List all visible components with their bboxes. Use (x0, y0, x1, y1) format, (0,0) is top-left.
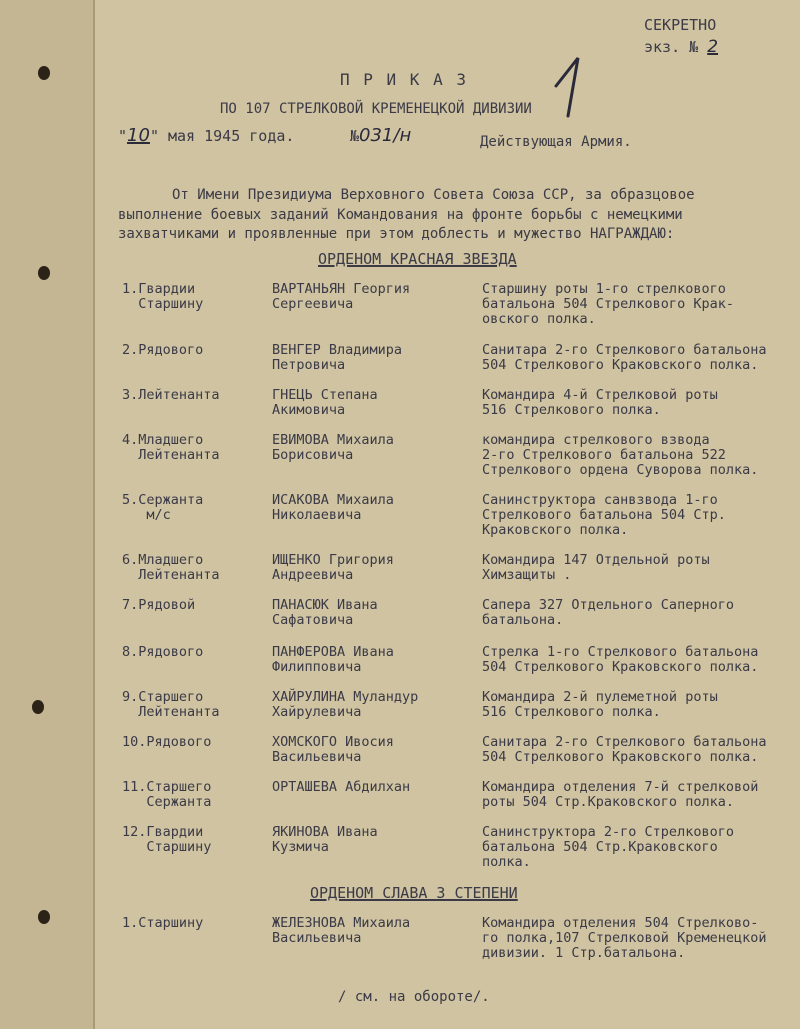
award-recipient-name: ОРТАШЕВА Абдилхан (272, 779, 411, 795)
army-label: Действующая Армия. (480, 134, 632, 150)
preamble-line-3: захватчиками и проявленные при этом доблесть и мужество НАГРАЖДАЮ: (118, 226, 675, 242)
award-position: Командира 4-й Стрелковой роты 516 Стрелкового полка. (482, 387, 718, 418)
binder-hole (38, 66, 50, 80)
award-position: Командира отделения 7-й стрелковой роты 504 Стр.Краковского полка. (482, 779, 759, 810)
binder-hole (32, 700, 44, 714)
award-rank: 9.Старшего Лейтенанта (122, 689, 220, 720)
award-recipient-name: ЕВИМОВА Михаила Борисовича (272, 432, 394, 463)
copy-number-value: 2 (707, 37, 719, 57)
award-recipient-name: ХОМСКОГО Ивосия Васильевича (272, 734, 394, 765)
award-rank: 4.Младшего Лейтенанта (122, 432, 220, 463)
preamble-line-2: выполнение боевых заданий Командования на фронте борьбы с немецкими (118, 207, 683, 223)
secret-stamp: СЕКРЕТНО (644, 16, 717, 34)
award-rank: 3.Лейтенанта (122, 387, 220, 403)
binder-hole (38, 266, 50, 280)
award-rank: 12.Гвардии Старшину (122, 824, 212, 855)
copy-label: экз. № (644, 38, 699, 56)
award-rank: 11.Старшего Сержанта (122, 779, 212, 810)
award-position: Старшину роты 1-го стрелкового батальона 504 Стрелкового Крак- овского полка. (482, 281, 734, 327)
award-rank: 8.Рядового (122, 644, 204, 660)
binder-hole (38, 910, 50, 924)
award-position: Санитара 2-го Стрелкового батальона 504 Стрелкового Краковского полка. (482, 734, 767, 765)
preamble-line-1: От Имени Президиума Верховного Совета Союза ССР, за образцовое (172, 187, 695, 203)
award-recipient-name: ИЩЕНКО Григория Андреевича (272, 552, 394, 583)
award-position: Санинструктора санвзвода 1-го Стрелкового батальона 504 Стр. Краковского полка. (482, 492, 726, 538)
award-position: Командира 2-й пулеметной роты 516 Стрелкового полка. (482, 689, 718, 720)
award-rank: 10.Рядового (122, 734, 212, 750)
award-recipient-name: ЖЕЛЕЗНОВА Михаила Васильевича (272, 915, 411, 946)
award-recipient-name: ИСАКОВА Михаила Николаевича (272, 492, 394, 523)
award-rank: 5.Сержанта м/с (122, 492, 204, 523)
award-position: Командира отделения 504 Стрелково- го полка,107 Стрелковой Кременецкой дивизии. 1 Стр.батальона. (482, 915, 767, 961)
order-day: 10 (127, 125, 150, 146)
award-position: Стрелка 1-го Стрелкового батальона 504 Стрелкового Краковского полка. (482, 644, 759, 675)
award-recipient-name: ГНЕЦЬ Степана Акимовича (272, 387, 378, 418)
award-recipient-name: ХАЙРУЛИНА Муландур Хайрулевича (272, 689, 419, 720)
award-recipient-name: ВАРТАНЬЯН Георгия Сергеевича (272, 281, 411, 312)
award-rank: 1.Старшину (122, 915, 204, 931)
document-subtitle: ПО 107 СТРЕЛКОВОЙ КРЕМЕНЕЦКОЙ ДИВИЗИИ (220, 101, 532, 117)
award-recipient-name: ПАНАСЮК Ивана Сафатовича (272, 597, 378, 628)
award-rank: 1.Гвардии Старшину (122, 281, 204, 312)
order-number-value: 031/н (359, 125, 412, 146)
section-title-glory: ОРДЕНОМ СЛАВА 3 СТЕПЕНИ (310, 884, 518, 902)
section-title-red-star: ОРДЕНОМ КРАСНАЯ ЗВЕЗДА (318, 250, 517, 268)
award-position: Сапера 327 Отдельного Саперного батальона. (482, 597, 734, 628)
binding-strip (0, 0, 94, 1029)
award-rank: 2.Рядового (122, 342, 204, 358)
order-date: "10" мая 1945 года. (118, 125, 295, 146)
award-recipient-name: ПАНФЕРОВА Ивана Филипповича (272, 644, 394, 675)
page-edge (93, 0, 95, 1029)
order-number: №031/н (350, 125, 412, 146)
award-recipient-name: ВЕНГЕР Владимира Петровича (272, 342, 403, 373)
award-rank: 7.Рядовой (122, 597, 196, 613)
award-position: Санинструктора 2-го Стрелкового батальона 504 Стр.Краковского полка. (482, 824, 734, 870)
award-rank: 6.Младшего Лейтенанта (122, 552, 220, 583)
continued-note: / см. на обороте/. (338, 989, 490, 1005)
handwritten-mark (548, 52, 588, 122)
award-position: командира стрелкового взвода 2-го Стрелкового батальона 522 Стрелкового ордена Суворова полка. (482, 432, 759, 478)
award-position: Командира 147 Отдельной роты Химзащиты . (482, 552, 710, 583)
award-recipient-name: ЯКИНОВА Ивана Кузмича (272, 824, 378, 855)
copy-number (644, 37, 719, 57)
document-title: П Р И К А З (340, 70, 468, 89)
award-position: Санитара 2-го Стрелкового батальона 504 Стрелкового Краковского полка. (482, 342, 767, 373)
